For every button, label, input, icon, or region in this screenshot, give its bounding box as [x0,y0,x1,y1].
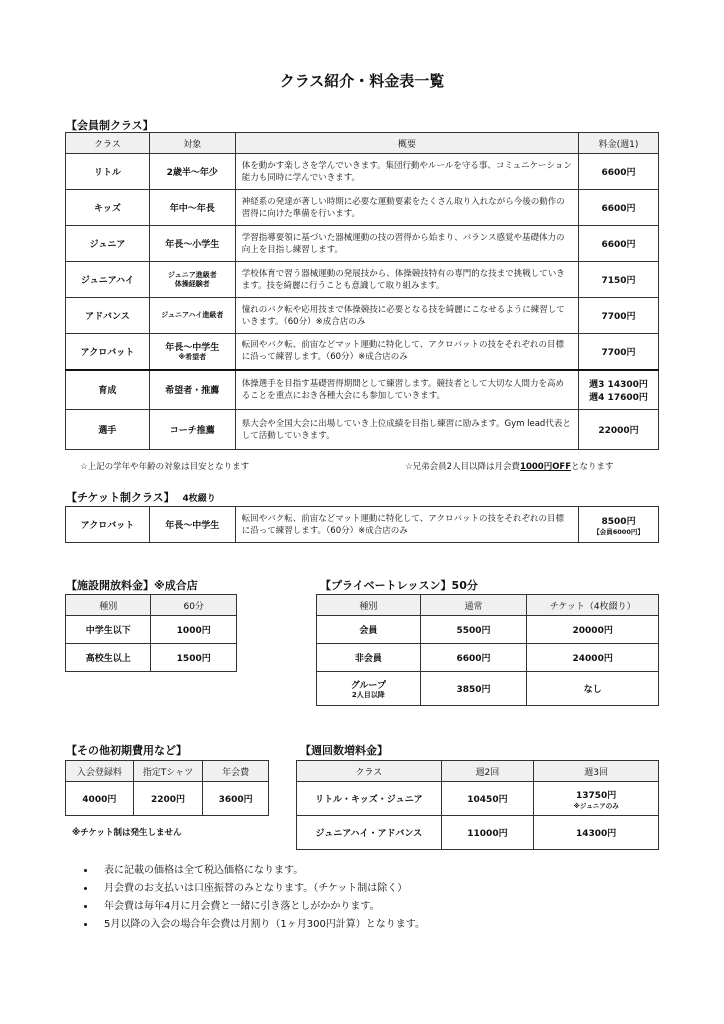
weekly-3x-price: 14300円 [534,816,659,850]
facility-type: 中学生以下 [66,616,151,644]
ticket-target: 年長〜中学生 [149,507,235,543]
facility-type: 高校生以上 [66,644,151,672]
membership-note-right: ☆兄弟会員2人目以降は月会費1000円OFFとなります [405,462,614,472]
header-price: 料金(週1) [579,133,659,154]
class-name: 選手 [66,410,150,450]
private-ticket-price: 20000円 [527,616,659,644]
initial-header-registration: 入会登録料 [66,761,134,782]
class-row [66,334,659,370]
private-header-normal: 通常 [420,595,527,616]
initial-heading: 【その他初期費用など】 [66,744,187,757]
note-item: • 年会費は毎年4月に月会費と一緒に引き落としがかかります。 [96,898,425,916]
class-price: 週3 14300円 週4 17600円 [579,370,659,410]
facility-heading: 【施設開放料金】※成合店 [66,579,198,592]
class-name: 育成 [66,370,150,410]
class-price: 7700円 [579,298,659,334]
class-row [66,410,659,450]
class-desc: 体を動かす楽しさを学んでいきます。集団行動やルールを守る事、コミュニケーション能力も同時に学んでいきます。 [235,154,578,190]
class-row [66,226,659,262]
ticket-price-cell [579,507,659,543]
private-normal-price: 5500円 [420,616,527,644]
class-target: 年長〜中学生 ※希望者 [149,334,235,370]
class-desc: 転回やバク転、前宙などマット運動に特化して、アクロバットの技をそれぞれの目標に沿って練習します。（60分）※成合店のみ [235,334,578,370]
class-price: 7150円 [579,262,659,298]
facility-price: 1500円 [151,644,237,672]
facility-header-60min: 60分 [151,595,237,616]
ticket-desc: 転回やバク転、前宙などマット運動に特化して、アクロバットの技をそれぞれの目標に沿って練習します。（60分）※成合店のみ [235,507,578,543]
note-item: • 月会費のお支払いは口座振替のみとなります。（チケット制は除く） [96,880,425,898]
private-table [316,594,659,706]
class-target: 希望者・推薦 [149,370,235,410]
private-heading: 【プライベートレッスン】50分 [320,579,478,592]
notes-list [78,862,425,934]
private-type: 会員 [317,616,421,644]
private-type: 非会員 [317,644,421,672]
membership-note-left: ☆上記の学年や年齢の対象は目安となります [80,462,250,472]
class-name: アドバンス [66,298,150,334]
facility-table [65,594,237,672]
class-desc: 神経系の発達が著しい時期に必要な運動要素をたくさん取り入れながら今後の動作の習得に向けた準備を行います。 [235,190,578,226]
initial-note: ※チケット制は発生しません [72,828,182,838]
weekly-header-2x: 週2回 [441,761,534,782]
class-row [66,298,659,334]
private-ticket-price: 24000円 [527,644,659,672]
class-price: 22000円 [579,410,659,450]
class-name: キッズ [66,190,150,226]
private-header-ticket: チケット（4枚綴り） [527,595,659,616]
ticket-heading: 【チケット制クラス】 4枚綴り [66,491,216,504]
weekly-header-3x: 週3回 [534,761,659,782]
membership-table [65,132,659,450]
initial-tshirt-fee: 2200円 [133,782,203,816]
class-target: ジュニアハイ進級者 [149,298,235,334]
initial-header-tshirt: 指定Tシャツ [133,761,203,782]
class-desc: 学習指導要領に基づいた器械運動の技の習得から始まり、バランス感覚や基礎体力の向上を目指し練習します。 [235,226,578,262]
ticket-price-member: 【会員6000円】 [593,527,644,536]
class-desc: 憧れのバク転や応用技まで体操競技に必要となる技を綺麗にこなせるように練習していきます。（60分）※成合店のみ [235,298,578,334]
initial-annual-fee: 3600円 [203,782,269,816]
weekly-2x-price: 10450円 [441,782,534,816]
private-normal-price: 6600円 [420,644,527,672]
class-row [66,262,659,298]
facility-price: 1000円 [151,616,237,644]
class-target: 年中〜年長 [149,190,235,226]
class-desc: 体操選手を目指す基礎習得期間として練習します。競技者として大切な人間力を高めることを重点におき各種大会にも参加していきます。 [235,370,578,410]
note-item: • 表に記載の価格は全て税込価格になります。 [96,862,425,880]
facility-header-type: 種別 [66,595,151,616]
ticket-class: アクロバット [66,507,150,543]
initial-registration-fee: 4000円 [66,782,134,816]
initial-table [65,760,269,816]
membership-heading: 【会員制クラス】 [66,119,154,132]
note-item: • 5月以降の入会の場合年会費は月割り（1ヶ月300円計算）となります。 [96,916,425,934]
private-ticket-price: なし [527,672,659,706]
weekly-table [296,760,659,850]
class-desc: 学校体育で習う器械運動の発展技から、体操競技特有の専門的な技まで挑戦していきます。技を綺麗に行うことも意識して取り組みます。 [235,262,578,298]
header-summary: 概要 [235,133,578,154]
class-row [66,154,659,190]
header-target: 対象 [149,133,235,154]
class-name: アクロバット [66,334,150,370]
class-target: コーチ推薦 [149,410,235,450]
initial-header-annual: 年会費 [203,761,269,782]
class-row [66,190,659,226]
class-price: 6600円 [579,190,659,226]
class-target: ジュニア進級者 体操経験者 [149,262,235,298]
discount-amount: 1000円OFF [520,462,572,472]
weekly-2x-price: 11000円 [441,816,534,850]
ticket-price: 8500円 [601,516,636,527]
weekly-class: ジュニアハイ・アドバンス [297,816,442,850]
class-target: 年長〜小学生 [149,226,235,262]
class-name: リトル [66,154,150,190]
class-desc: 県大会や全国大会に出場していき上位成績を目指し練習に励みます。Gym lead代表として活動していきます。 [235,410,578,450]
class-name: ジュニア [66,226,150,262]
class-target: 2歳半〜年少 [149,154,235,190]
header-class: クラス [66,133,150,154]
class-row [66,370,659,410]
private-header-type: 種別 [317,595,421,616]
weekly-class: リトル・キッズ・ジュニア [297,782,442,816]
weekly-header-class: クラス [297,761,442,782]
private-normal-price: 3850円 [420,672,527,706]
class-price: 7700円 [579,334,659,370]
class-price: 6600円 [579,154,659,190]
class-name: ジュニアハイ [66,262,150,298]
private-type-group: グループ 2人目以降 [317,672,421,706]
class-price: 6600円 [579,226,659,262]
page-title: クラス紹介・料金表一覧 [279,72,445,90]
weekly-heading: 【週回数増料金】 [300,744,388,757]
ticket-table [65,506,659,543]
weekly-3x-cell: 13750円 ※ジュニアのみ [534,782,659,816]
